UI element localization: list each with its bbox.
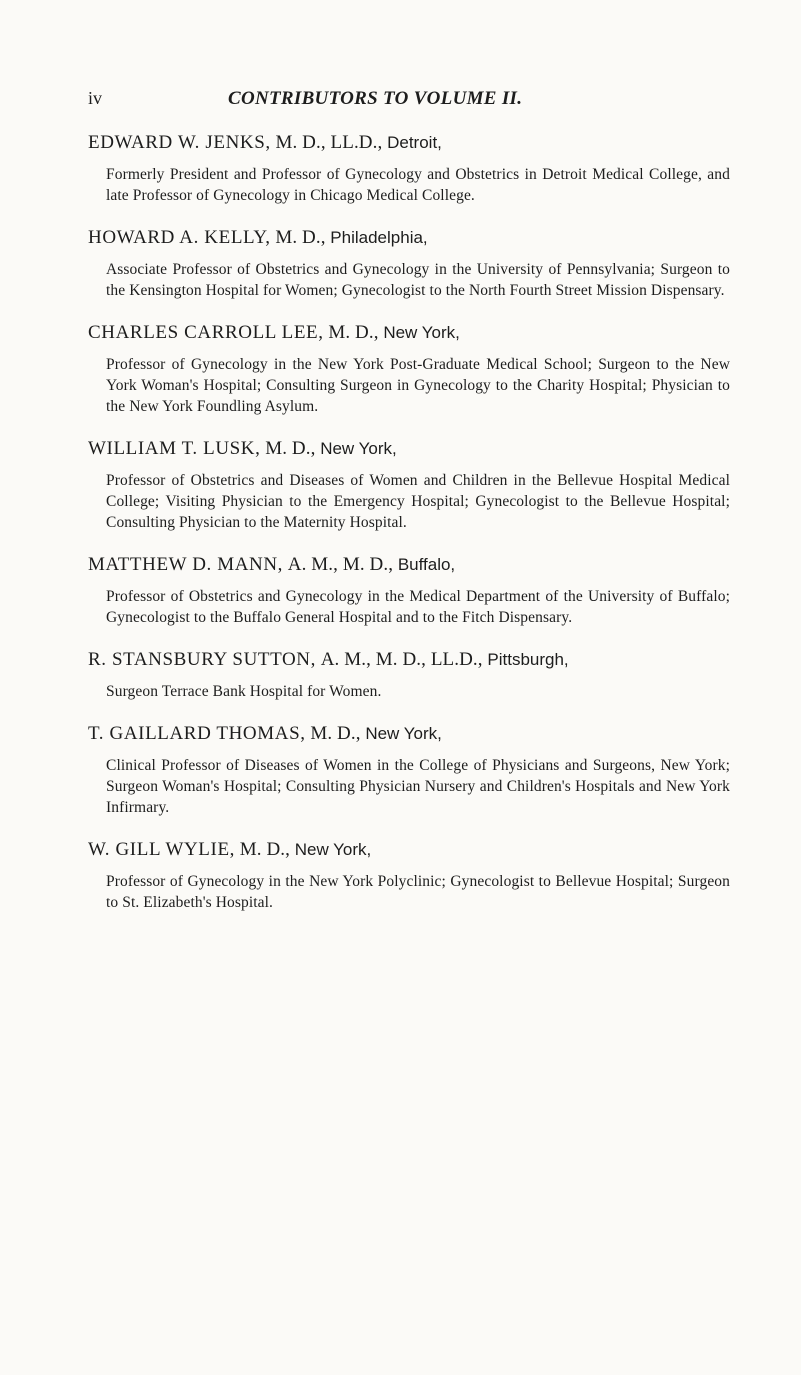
contributor-entry — [88, 552, 730, 628]
contributor-place: New York, — [320, 439, 397, 458]
contributor-place: Detroit, — [387, 133, 442, 152]
contributor-name: W. GILL WYLIE, — [88, 839, 235, 860]
page-number: iv — [88, 88, 103, 108]
contributor-heading — [88, 130, 730, 156]
contributor-description: Associate Professor of Obstetrics and Gynecology in the University of Pennsylvania; Surgeon to the Kensington Hospital for Women; Gynecologist to the North Fourth Street Mission Dispensary. — [106, 261, 730, 299]
contributor-heading — [88, 721, 730, 747]
contributor-degrees: M. D., — [265, 438, 316, 459]
contributor-heading — [88, 225, 730, 251]
contributor-place: Pittsburgh, — [487, 650, 569, 669]
contributor-place: New York, — [294, 840, 372, 859]
contributor-heading — [88, 436, 730, 462]
contributor-description: Clinical Professor of Diseases of Women in the College of Physicians and Surgeons, New York; Surgeon Woman's Hospital; Consulting Physician Nursery and Children's Hospitals and New York Infirmary. — [106, 757, 730, 816]
contributor-description: Professor of Obstetrics and Diseases of Women and Children in the Bellevue Hospital Medical College; Visiting Physician to the Emergency Hospital; Gynecologist to the Bellevue Hospital; Consulting Physician to the Maternity Hospital. — [106, 472, 730, 531]
contributor-entry — [88, 130, 730, 206]
contributor-entry — [88, 721, 730, 818]
contributor-name: WILLIAM T. LUSK, — [88, 438, 261, 459]
contributor-name: CHARLES CARROLL LEE, — [88, 322, 324, 343]
contributor-degrees: A. M., M. D., — [287, 554, 394, 575]
contributor-name: EDWARD W. JENKS, — [88, 132, 271, 153]
contributor-heading — [88, 552, 730, 578]
contributor-entry — [88, 436, 730, 533]
contributor-entry — [88, 647, 730, 702]
contributor-heading — [88, 837, 730, 863]
contributor-description: Formerly President and Professor of Gynecology and Obstetrics in Detroit Medical College, and late Professor of Gynecology in Chicago Medical College. — [106, 166, 730, 204]
contributor-place: New York, — [383, 323, 460, 342]
contributor-place: New York, — [365, 724, 442, 743]
contributor-heading — [88, 320, 730, 346]
contributor-description: Professor of Gynecology in the New York Post-Graduate Medical School; Surgeon to the New York Woman's Hospital; Consulting Surgeon in Gynecology to the Charity Hospital; Physician to the New York Foundling Asylum. — [106, 356, 730, 415]
contributor-degrees: A. M., M. D., LL.D., — [320, 649, 483, 670]
contributor-name: T. GAILLARD THOMAS, — [88, 723, 306, 744]
contributor-heading — [88, 647, 730, 673]
contributor-name: R. STANSBURY SUTTON, — [88, 649, 316, 670]
contributor-entry — [88, 225, 730, 301]
contributor-description: Surgeon Terrace Bank Hospital for Women. — [106, 683, 382, 700]
contributor-description: Professor of Gynecology in the New York Polyclinic; Gynecologist to Bellevue Hospital; Surgeon to St. Elizabeth's Hospital. — [106, 873, 730, 911]
contributor-place: Philadelphia, — [330, 228, 428, 247]
contributor-degrees: M. D., — [310, 723, 361, 744]
contributor-name: MATTHEW D. MANN, — [88, 554, 284, 575]
running-title: CONTRIBUTORS TO VOLUME II. — [228, 88, 523, 109]
contributor-degrees: M. D., — [275, 227, 326, 248]
contributor-entry — [88, 320, 730, 417]
contributor-description: Professor of Obstetrics and Gynecology in the Medical Department of the University of Buffalo; Gynecologist to the Buffalo General Hospital and to the Fitch Dispensary. — [106, 588, 730, 626]
contributor-degrees: M. D., — [328, 322, 379, 343]
contributor-degrees: M. D., — [239, 839, 290, 860]
contributor-place: Buffalo, — [397, 555, 456, 574]
contributor-name: HOWARD A. KELLY, — [88, 227, 271, 248]
contributors-list — [88, 130, 730, 932]
contributor-degrees: M. D., LL.D., — [275, 132, 383, 153]
contributor-entry — [88, 837, 730, 913]
running-head — [88, 88, 728, 112]
